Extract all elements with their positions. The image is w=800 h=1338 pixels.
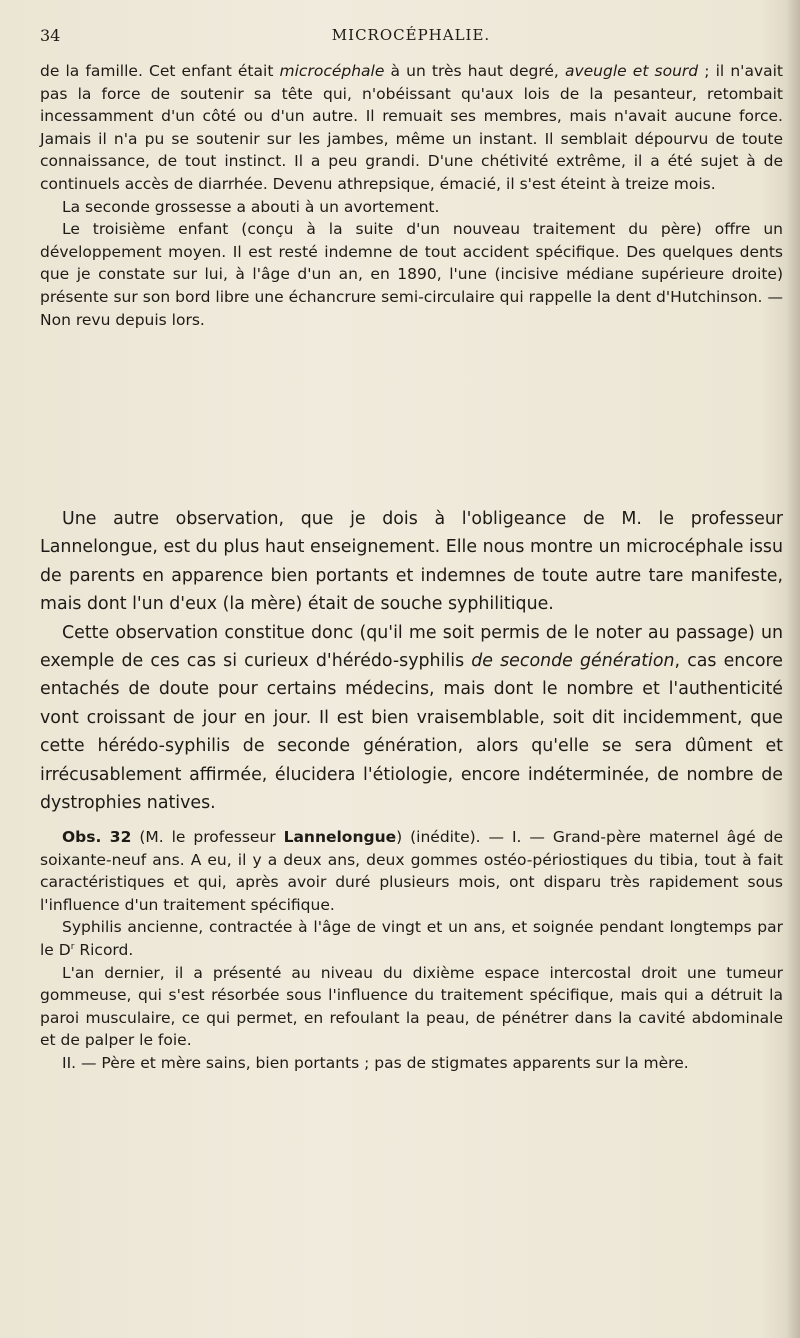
paragraph: Une autre observation, que je dois à l'obligeance de M. le professeur Lannelongue, est du plus haut enseignement. Elle nous montre un microcéphale issu de parents en apparence bien portants et indemnes de toute autre tare manifeste, mais dont l'un d'eux (la mère) était de souche syphilitique. [40, 509, 783, 615]
page-number: 34 [40, 26, 61, 45]
text-block-commentary [40, 505, 783, 817]
observation-heading-paragraph: Obs. 32 (M. le professeur Lannelongue) (inédite). — I. — Grand-père maternel âgé de soixante-neuf ans. A eu, il y a deux ans, deux gommes ostéo-périostiques du tibia, tout à fait caractéristiques et qui, après avoir duré plusieurs mois, ont disparu très rapidement sous l'influence d'un traitement spécifique. [40, 828, 783, 914]
page-edge-shadow [786, 0, 800, 1338]
paragraph: Cette observation constitue donc (qu'il me soit permis de le noter au passage) un exemple de ces cas si curieux d'hérédo-syphilis de seconde génération, cas encore entachés de doute pour certains médecins, mais dont le nombre et l'authenticité vont croissant de jour en jour. Il est bien vraisemblable, soit dit incidemment, que cette hérédo-syphilis de seconde génération, alors qu'elle se sera dûment et irrécusablement affirmée, élucidera l'étiologie, encore indéterminée, de nombre de dystrophies natives. [40, 622, 783, 814]
paragraph: de la famille. Cet enfant était microcéphale à un très haut degré, aveugle et sourd ; il n'avait pas la force de soutenir sa tête qui, n'obéissant qu'aux lois de la pesanteur, retombait incessamment d'un côté ou d'un autre. Il remuait ses membres, mais n'avait aucune force. Jamais il n'a pu se soutenir sur les jambes, même un instant. Il semblait dépourvu de toute connaissance, de tout instinct. Il a peu grandi. D'une chétivité extrême, il a été sujet à de continuels accès de diarrhée. Devenu athrepsique, émacié, il s'est éteint à treize mois. [40, 62, 783, 193]
paragraph: La seconde grossesse a abouti à un avortement. [62, 197, 440, 216]
text-block-case-continuation [40, 60, 783, 331]
professor-name: Lannelongue [283, 828, 397, 846]
paragraph: II. — Père et mère sains, bien portants ; pas de stigmates apparents sur la mère. [62, 1053, 689, 1072]
running-title: MICROCÉPHALIE. [331, 26, 491, 44]
text-block-observation-32 [40, 826, 783, 1075]
paragraph: Syphilis ancienne, contractée à l'âge de vingt et un ans, et soignée pendant longtemps par le $D^r$ Ricord. [40, 918, 783, 959]
observation-label: Obs. 32 [62, 828, 132, 846]
paragraph: L'an dernier, il a présenté au niveau du dixième espace intercostal droit une tumeur gommeuse, qui s'est résorbée sous l'influence du traitement spécifique, mais qui a détruit la paroi musculaire, ce qui permet, en refoulant la peau, de pénétrer dans la cavité abdominale et de palper le foie. [40, 963, 783, 1050]
paragraph: Le troisième enfant (conçu à la suite d'un nouveau traitement du père) offre un développement moyen. Il est resté indemne de tout accident spécifique. Des quelques dents que je constate sur lui, à l'âge d'un an, en 1890, l'une (incisive médiane supérieure droite) présente sur son bord libre une échancrure semi-circulaire qui rappelle la dent d'Hutchinson. — Non revu depuis lors. [40, 220, 783, 329]
page-header [40, 26, 782, 50]
